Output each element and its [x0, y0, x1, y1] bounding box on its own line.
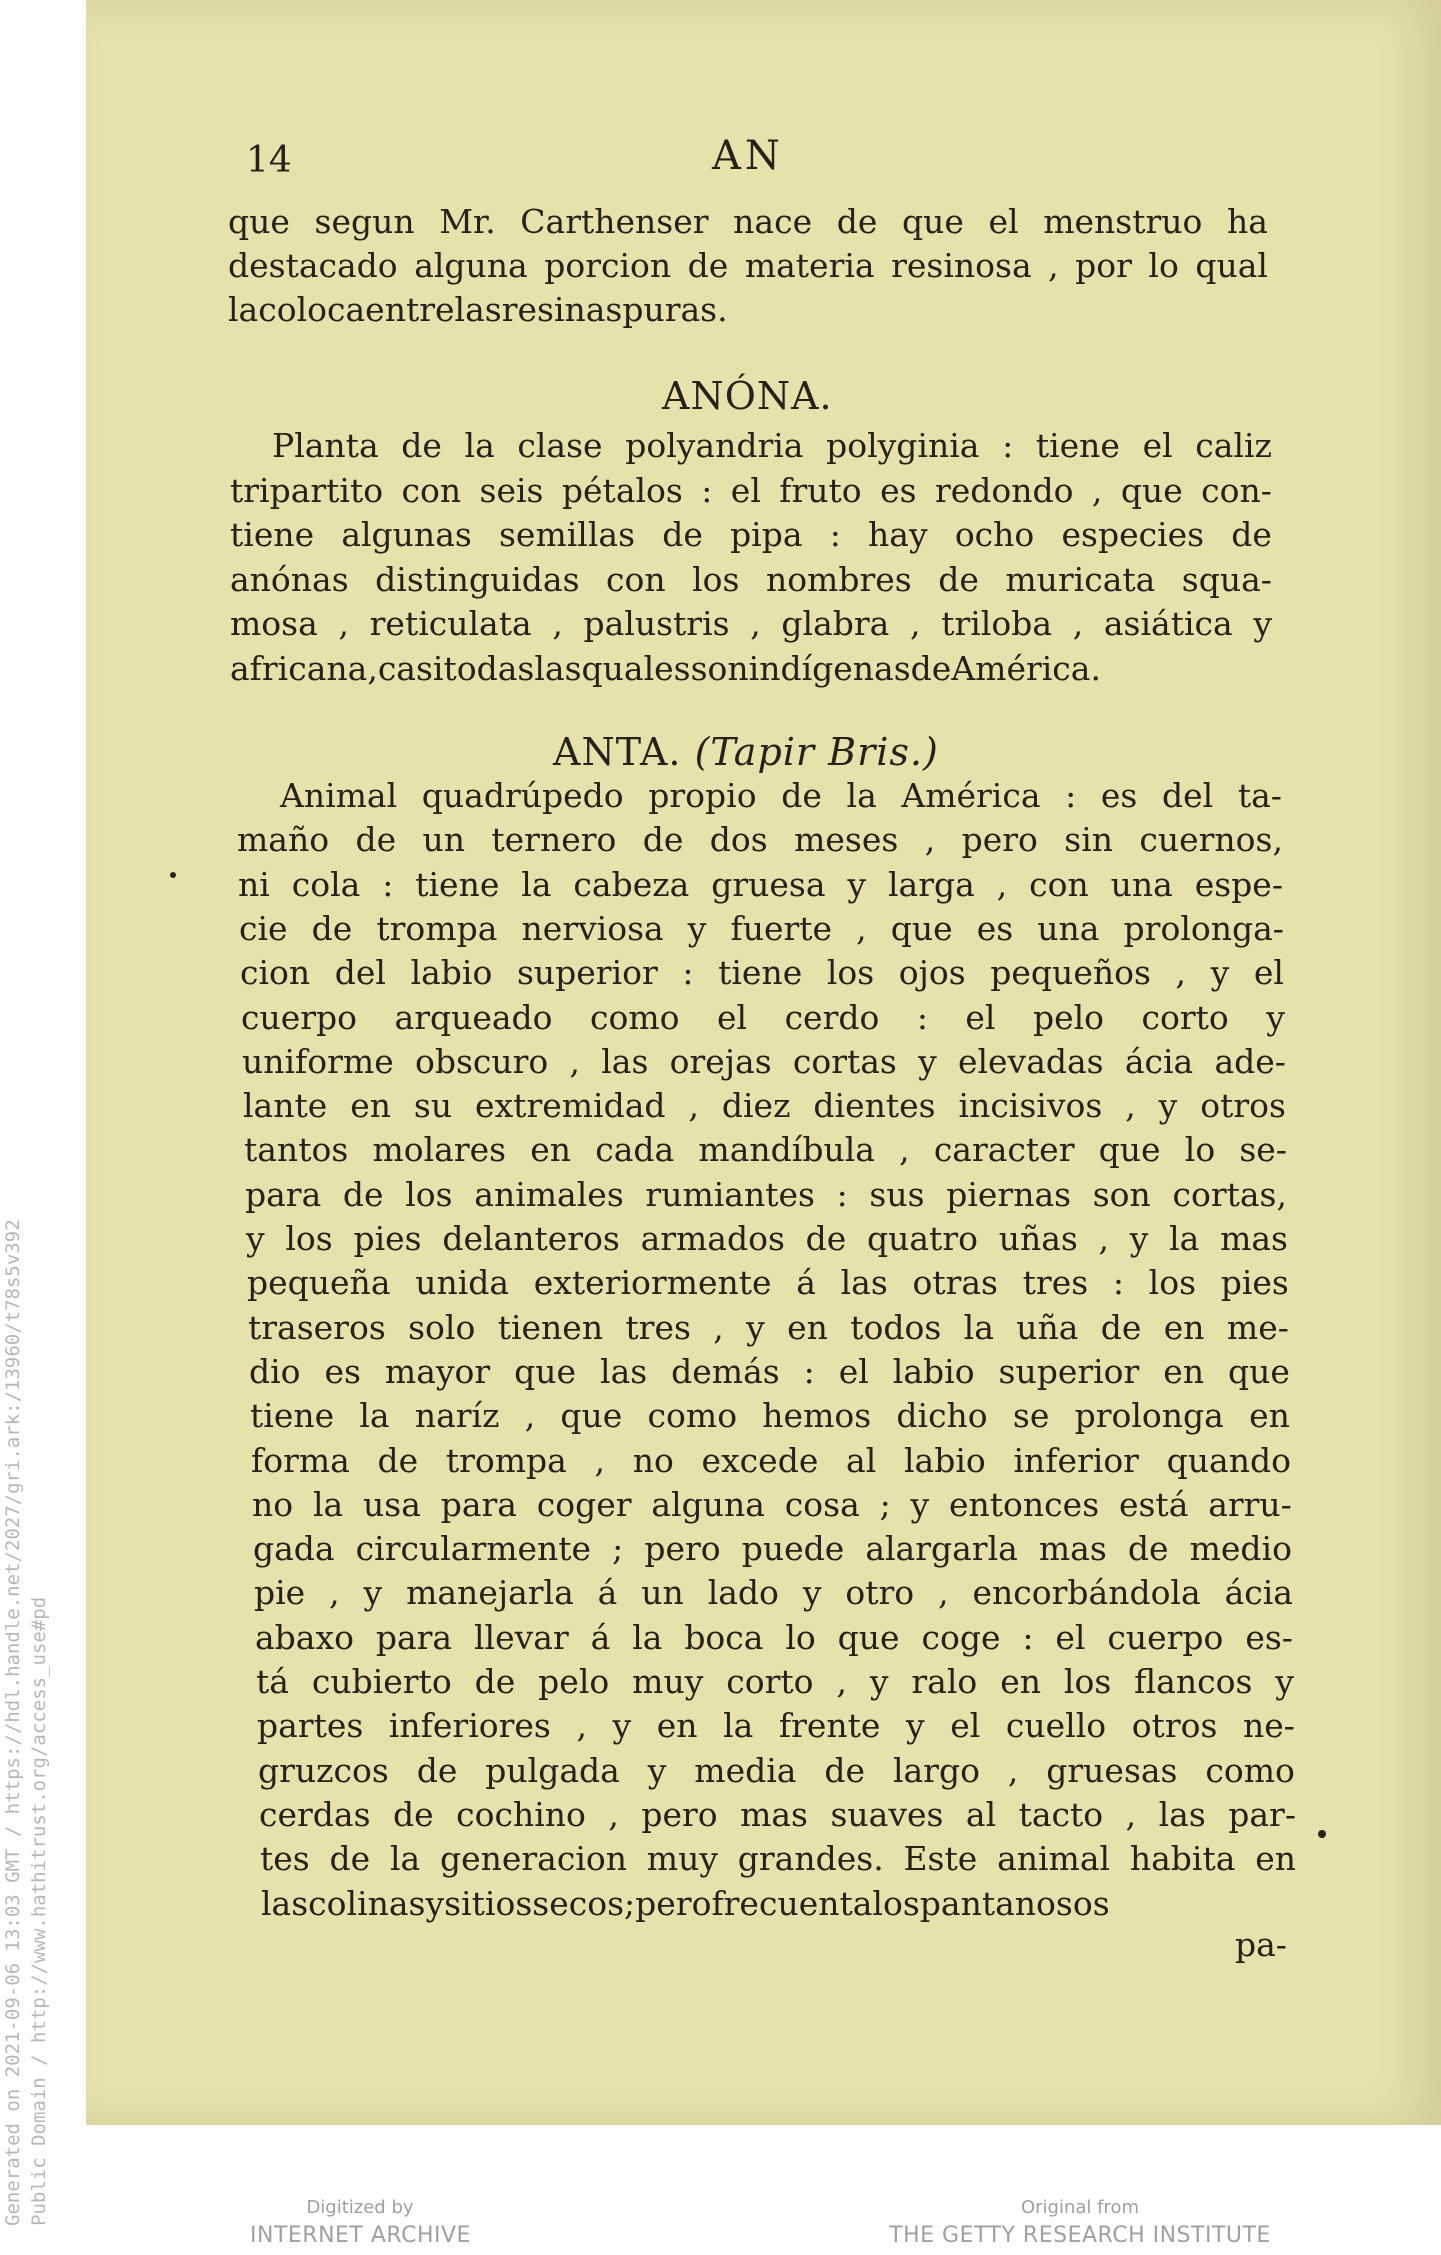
footer-digitized: [250, 2195, 470, 2251]
text-line: uniforme obscuro , las orejas cortas y elevadas ácia ade-: [242, 1041, 1286, 1081]
access-stamp: [0, 1080, 52, 2230]
text-line: lante en su extremidad , diez dientes incisivos , y otros: [243, 1086, 1286, 1126]
text-line: Animal quadrúpedo propio de la América : es del ta-: [280, 776, 1282, 815]
text-line: ni cola : tiene la cabeza gruesa y larga , con una espe-: [238, 864, 1283, 904]
text-line: dio es mayor que las demás : el labio superior en que: [249, 1351, 1290, 1391]
scan-speck: [170, 872, 176, 878]
entry-title-anta: [553, 730, 939, 774]
text-line: tiene algunas semillas de pipa : hay ocho especies de: [230, 515, 1272, 554]
text-line: cerdas de cochino , pero mas suaves al tacto , las par-: [259, 1794, 1296, 1834]
text-line: tes de la generacion muy grandes. Este animal habita en: [260, 1839, 1296, 1879]
text-line: la coloca entre las resinas puras.: [228, 290, 728, 329]
stamp-line-1: Generated on 2021-09-06 13:03 GMT / https://hdl.handle.net/2027/gri.ark:/13960/t78s5v392: [2, 1219, 24, 2226]
text-line: mosa , reticulata , palustris , glabra , triloba , asiática y: [230, 604, 1272, 643]
footer-original: [880, 2195, 1280, 2251]
text-line: destacado alguna porcion de materia resinosa , por lo qual: [228, 246, 1268, 285]
text-line: gada circularmente ; pero puede alargarla mas de medio: [253, 1529, 1292, 1569]
text-line: pie , y manejarla á un lado y otro , encorbándola ácia: [254, 1573, 1293, 1613]
entry-title-anona: ANÓNA.: [662, 374, 833, 418]
text-line: anónas distinguidas con los nombres de muricata squa-: [230, 559, 1272, 599]
text-line: cion del labio superior : tiene los ojos pequeños , y el: [240, 953, 1284, 993]
footer-digitized-label: Digitized by: [306, 2197, 414, 2218]
left-margin: [0, 0, 86, 2255]
text-line: maño de un ternero de dos meses , pero sin cuernos,: [237, 820, 1283, 860]
text-line: tantos molares en cada mandíbula , caracter que lo se-: [244, 1130, 1287, 1170]
text-line: cie de trompa nerviosa y fuerte , que es una prolonga-: [239, 908, 1284, 948]
catchword: pa-: [1235, 1925, 1287, 1964]
text-line: pequeña unida exteriormente á las otras tres : los pies: [247, 1263, 1289, 1303]
running-title: AN: [712, 133, 784, 179]
text-line: no la usa para coger alguna cosa ; y entonces está arru-: [252, 1484, 1292, 1524]
text-line: gruzcos de pulgada y media de largo , gruesas como: [258, 1750, 1295, 1790]
text-line: forma de trompa , no excede al labio inferior quando: [251, 1440, 1291, 1480]
text-line: tripartito con seis pétalos : el fruto es redondo , que con-: [230, 470, 1272, 510]
text-line: africana , casi todas las quales son indígenas de América.: [230, 648, 1101, 688]
text-line: para de los animales rumiantes : sus piernas son cortas,: [245, 1174, 1287, 1214]
text-line: y los pies delanteros armados de quatro uñas , y la mas: [246, 1219, 1288, 1258]
text-line: abaxo para llevar á la boca lo que coge : el cuerpo es-: [255, 1617, 1293, 1657]
footer-original-label: Original from: [1020, 2197, 1140, 2218]
entry-title-anta-name: ANTA.: [553, 730, 682, 774]
text-line: las colinas y sitios secos ; pero frecuenta los pantanosos: [261, 1883, 1110, 1923]
text-line: tá cubierto de pelo muy corto , y ralo en los flancos y: [256, 1662, 1294, 1701]
page-number: 14: [246, 140, 292, 181]
footer-original-org: THE GETTY RESEARCH INSTITUTE: [889, 2223, 1271, 2248]
text-line: cuerpo arqueado como el cerdo : el pelo corto y: [241, 997, 1285, 1037]
text-line: traseros solo tienen tres , y en todos la uña de en me-: [248, 1307, 1289, 1347]
text-line: tiene la naríz , que como hemos dicho se prolonga en: [250, 1396, 1290, 1436]
entry-title-anta-latin: (Tapir Bris.): [694, 730, 939, 774]
text-line: que segun Mr. Carthenser nace de que el menstruo ha: [228, 202, 1268, 241]
scan-speck: [1318, 1830, 1326, 1838]
text-line: Planta de la clase polyandria polyginia : tiene el caliz: [272, 426, 1272, 465]
text-line: partes inferiores , y en la frente y el cuello otros ne-: [257, 1706, 1295, 1746]
footer-digitized-org: INTERNET ARCHIVE: [250, 2223, 471, 2248]
stamp-line-2: Public Domain / http://www.hathitrust.org/access_use#pd: [28, 1596, 50, 2226]
